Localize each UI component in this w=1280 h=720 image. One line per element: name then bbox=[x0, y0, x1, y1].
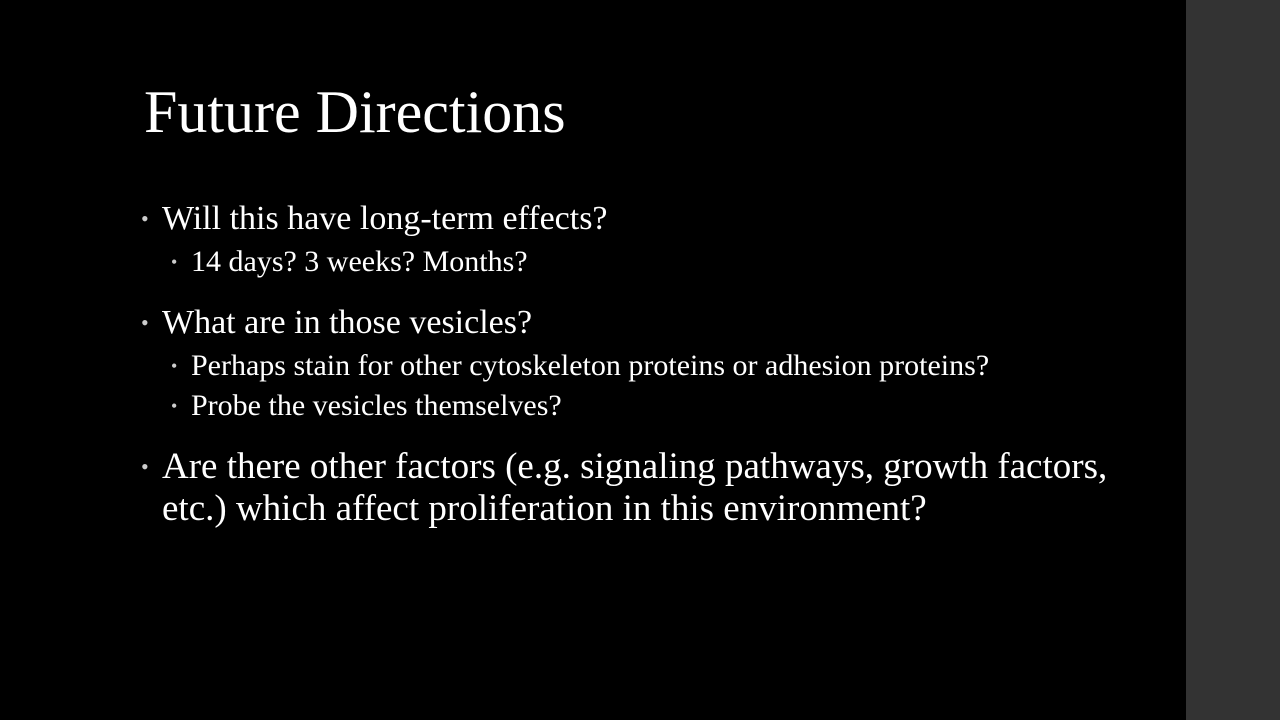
sub-bullet-item-2-2: • Probe the vesicles themselves? bbox=[138, 388, 1098, 424]
bullet-item-3: • Are there other factors (e.g. signaling pathways, growth factors, etc.) which affect proliferation in this environment? bbox=[138, 446, 1112, 530]
slide-title: Future Directions bbox=[144, 79, 566, 145]
side-panel bbox=[1186, 0, 1280, 720]
bullet-list bbox=[138, 198, 1108, 530]
bullet-item-2: • What are in those vesicles? bbox=[138, 302, 1098, 344]
sub-bullet-item-1-1: • 14 days? 3 weeks? Months? bbox=[138, 244, 1098, 280]
sub-bullet-item-2-1: • Perhaps stain for other cytoskeleton proteins or adhesion proteins? bbox=[138, 348, 991, 384]
bullet-item-1: • Will this have long-term effects? bbox=[138, 198, 1098, 240]
